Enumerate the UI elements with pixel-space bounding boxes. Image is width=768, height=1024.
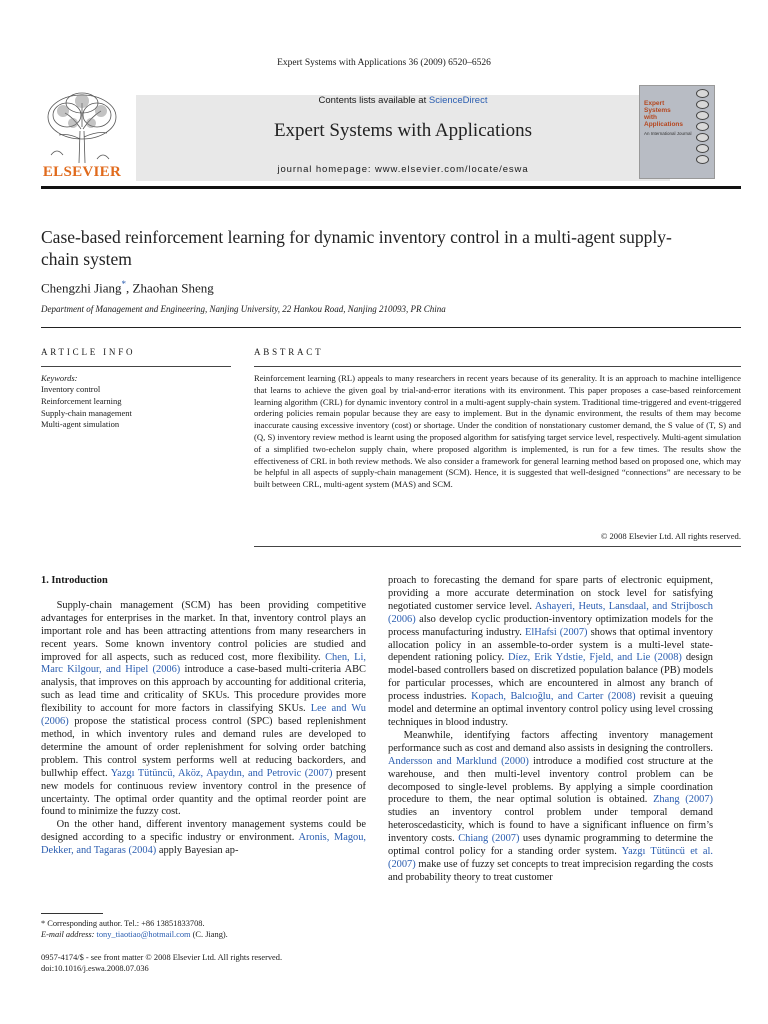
journal-citation: Expert Systems with Applications 36 (2009) 6520–6526 xyxy=(277,58,491,68)
body-text: studies an inventory control problem under temporal demand heteroscedasticity, which is found to have a significant influence on firm’s inventory costs. xyxy=(388,807,713,845)
body-paragraph xyxy=(41,600,366,819)
footnote xyxy=(41,918,228,940)
front-matter xyxy=(41,952,282,974)
body-text: On the other hand, different inventory management systems could be designed according to a specific industry or environment. xyxy=(41,819,366,844)
corresponding-author-note xyxy=(41,918,228,929)
cover-decoration xyxy=(696,89,712,166)
body-text: make use of fuzzy set concepts to treat imprecision regarding the costs and probability theory to treat customer xyxy=(388,858,713,883)
cover-title-line: Expert xyxy=(644,100,665,107)
keyword-item: Inventory control xyxy=(41,384,101,394)
elsevier-tree-icon xyxy=(43,89,121,163)
citation-link[interactable]: Zhang (2007) xyxy=(653,794,713,806)
author-separator: , xyxy=(126,280,133,296)
citation-link[interactable]: Chiang (2007) xyxy=(458,833,520,845)
journal-homepage[interactable]: journal homepage: www.elsevier.com/locate/eswa xyxy=(277,164,529,175)
journal-cover-thumbnail[interactable] xyxy=(639,85,715,179)
body-text: introduce a case-based multi-criteria ABC analysis, that improves on this approach by accounting for additional criteria, such as lead time and criticality of SKUs. This procedure provides more flexibility to account for more factors in classifying SKUs. xyxy=(41,664,366,715)
footnote-mark: * xyxy=(41,919,46,928)
sciencedirect-link[interactable]: ScienceDirect xyxy=(428,95,488,106)
article-info-rule xyxy=(41,366,231,367)
contents-prefix: Contents lists available at xyxy=(318,95,429,106)
masthead-rule xyxy=(41,186,741,189)
body-paragraph xyxy=(388,575,713,730)
body-text: Supply-chain management (SCM) has been providing competitive advantages for enterprises in the market. In that, inventory control plays an important role and has been attracting attentions from many researchers in recent years. Some known inventory control policies are studied and improved for all aspects, such as reduced cost, more flexibility. xyxy=(41,599,366,663)
contents-line xyxy=(136,95,670,106)
cover-subtitle: An International Journal xyxy=(644,131,692,136)
cover-title xyxy=(644,100,683,128)
body-text: propose the statistical process control (SPC) based replenishment method, in which inventory rules and demand rules are developed to determine the amount of order replenishment for solving order batching problem. This control system performs well at reducing backorders, and bullwhip effect. xyxy=(41,716,366,779)
keyword-list xyxy=(41,384,132,431)
section-heading: 1. Introduction xyxy=(41,575,108,586)
keyword-item: Supply-chain management xyxy=(41,407,132,418)
body-column-right xyxy=(388,575,713,885)
article-title: Case-based reinforcement learning for dynamic inventory control in a multi-agent supply-chain system xyxy=(41,227,672,269)
issn-line: 0957-4174/$ - see front matter © 2008 Elsevier Ltd. All rights reserved. xyxy=(41,953,283,962)
citation-link[interactable]: Yazgı Tütüncü et al. (2007) xyxy=(388,846,713,870)
elsevier-logo[interactable] xyxy=(41,85,123,183)
body-text: proach to forecasting the demand for spare parts of electronic equipment, providing a more accurate determination on stock level for satisfying negotiated customer service level. xyxy=(388,575,713,612)
citation-link[interactable]: Lee and Wu (2006) xyxy=(41,703,367,728)
corresponding-author-text: Corresponding author. Tel.: +86 13851833708. xyxy=(47,919,205,928)
body-text: introduce a modified cost structure at the warehouse, and then multi-level inventory control problem can be decomposed to single-level problems. By applying a simple coordination procedure to them, the near optimal solution is obtained. xyxy=(388,755,713,806)
body-text: design model-based controllers based on discretized population balance (PB) models for particular processes, which are encountered in almost any branch of process industries. xyxy=(388,652,713,703)
abstract-heading: ABSTRACT xyxy=(254,347,324,357)
body-text: Meanwhile, identifying factors affecting inventory management performance such as cost and demand also assists in designing the controllers. xyxy=(388,729,713,754)
body-text: present new models for continuous review inventory control in the presence of uncertainty. The optimal order quantity and the optimal reorder point are found to minimize the fuzzy cost. xyxy=(41,767,367,818)
journal-masthead xyxy=(41,85,741,183)
body-paragraph xyxy=(41,819,366,858)
article-info-heading: ARTICLE INFO xyxy=(41,347,136,357)
author-name[interactable]: Chengzhi Jiang xyxy=(41,280,122,296)
email-line xyxy=(41,929,228,940)
keyword-item: Multi-agent simulation xyxy=(41,419,120,430)
email-suffix: (C. Jiang). xyxy=(190,930,228,939)
abstract-rule xyxy=(254,366,741,367)
body-text: also develop cyclic production-inventory optimization models for the process manufacturing industry. xyxy=(388,613,713,638)
body-text: revisit a queuing model and determine an optimal inventory control policy using level crossing techniques in blood industry. xyxy=(388,691,713,728)
citation-link[interactable]: Chen, Li, Marc Kilgour, and Hipel (2006) xyxy=(41,651,366,676)
body-paragraph xyxy=(388,730,713,885)
abstract-copyright: © 2008 Elsevier Ltd. All rights reserved. xyxy=(600,531,741,541)
abstract-text: Reinforcement learning (RL) appeals to many researchers in recent years because of its generality. It is an approach to machine intelligence that learns to achieve the given goal by trial-and-error iterations with its environment. This paper proposes a case-based reinforcement learning algorithm (CRL) for dynamic inventory control in a multi-agent supply-chain system. Traditional time-triggered and event-triggered ordering policies remain popular because they are easy to implement. But in the dynamic environment, the results of them may become inaccurate causing excessive inventory (cost) or shortage. Under the condition of nonstationary customer demand, the S value of (T, S) and (Q, S) inventory review method is learnt using the proposed algorithm for satisfying target service level, respectively. Multi-agent simulation of a simplified two-echelon supply chain, where proposed algorithm is implemented, is run for a few times. The results show the effectiveness of CRL in both review methods. We also consider a framework for general learning method based on proposed one, which may be helpful in all aspects of supply-chain management (SCM). Hence, it is suggested that well-designed “connections” are necessary to be built between CRL, multi-agent system (MAS) and SCM. xyxy=(254,373,741,490)
journal-title: Expert Systems with Applications xyxy=(273,120,533,141)
citation-link[interactable]: Andersson and Marklund (2000) xyxy=(388,755,529,767)
journal-banner xyxy=(136,95,670,181)
header-divider xyxy=(41,327,741,328)
body-text: apply Bayesian ap- xyxy=(156,845,239,857)
citation-link[interactable]: ElHafsi (2007) xyxy=(524,626,588,638)
citation-link[interactable]: Yazgı Tütüncü, Aköz, Apaydın, and Petrovic (2007) xyxy=(110,767,333,779)
abstract-bottom-rule xyxy=(254,546,741,547)
citation-link[interactable]: Ashayeri, Heuts, Lansdaal, and Strijbosch (2006) xyxy=(388,600,713,625)
body-text: uses dynamic programming to determine the optimal control policy for a standing order system. xyxy=(388,833,713,858)
citation-link[interactable]: Aronis, Magou, Dekker, and Tagaras (2004) xyxy=(41,832,367,857)
cover-title-line: Systems xyxy=(644,107,671,114)
email-link[interactable]: tony_tiaotiao@hotmail.com xyxy=(96,930,191,939)
body-text: shows that optimal inventory allocation policy in an assemble-to-order system is a multi-level state-dependent rationing policy. xyxy=(388,626,713,664)
footnote-rule xyxy=(41,913,103,914)
email-label: E-mail address: xyxy=(41,930,95,939)
doi-line[interactable]: doi:10.1016/j.eswa.2008.07.036 xyxy=(41,964,149,973)
cover-title-line: Applications xyxy=(644,121,684,128)
cover-title-line: with xyxy=(644,114,657,121)
elsevier-wordmark: ELSEVIER xyxy=(42,164,122,180)
author-list xyxy=(41,279,214,296)
body-column-left xyxy=(41,575,366,858)
affiliation: Department of Management and Engineering, Nanjing University, 22 Hankou Road, Nanjing 210093, PR China xyxy=(41,304,446,314)
citation-link[interactable]: Kopach, Balcıoğlu, and Carter (2008) xyxy=(471,691,636,703)
keywords-label: Keywords: xyxy=(41,373,78,383)
citation-link[interactable]: Díez, Erik Ydstie, Fjeld, and Lie (2008) xyxy=(508,652,682,664)
corresponding-author-mark[interactable]: * xyxy=(121,279,127,289)
keyword-item: Reinforcement learning xyxy=(41,395,122,406)
author-name[interactable]: Zhaohan Sheng xyxy=(132,280,214,296)
